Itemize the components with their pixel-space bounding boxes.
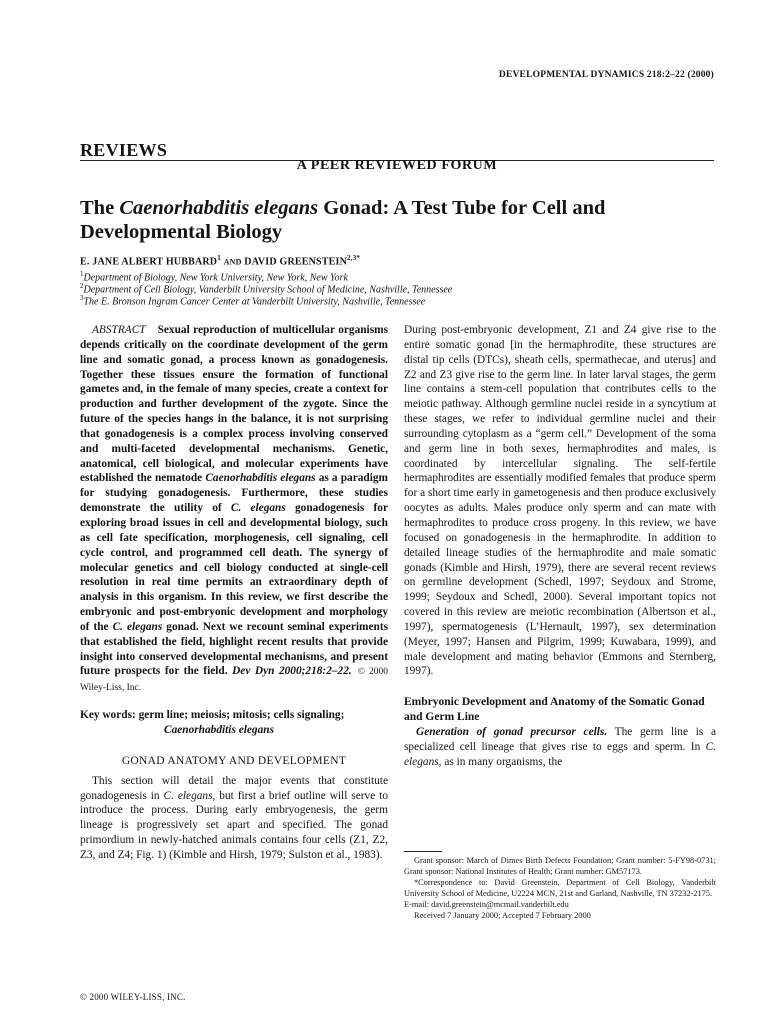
- abstract-text: as a paradigm for studying gonadogenesis. Furthermore, these studies demonstrate the utility of: [80, 472, 388, 515]
- footnote-received: Received 7 January 2000; Accepted 7 February 2000: [414, 910, 591, 920]
- affiliation-marker: 2: [80, 282, 84, 290]
- body-paragraph: During post-embryonic development, Z1 and Z4 give rise to the entire somatic gonad [in the hermaphrodite, these structures are distal tip cells (DTCs), sheath cells, spermathecae, and uterus] and Z2 and Z3 give rise to the germ line. In later larval stages, the germ line contains a stem-cell population that contributes cells to the meiotic pathway. Although germline nuclei reside in a syncytium at these stages, we refer to individual germline nuclei and their surrounding cytoplasm as a “germ cell.” Development of the soma and germ line in both sexes, hermaphrodites and males, is coordinated by intercellular signaling. The self-fertile hermaphrodites are essentially modified females that produce sperm for a short time early in gametogenesis and then produce exclusively oocytes as adults. Males produce only sperm and can mate with hermaphrodites to produce cross progeny. In this review, we have focused on gonadogenesis in the hermaphrodite. In addition to detailed lineage studies of the hermaphrodite and male somatic gonads (Kimble and Hirsh, 1979), there are several recent reviews on germline development (Schedl, 1997; Seydoux and Strome, 1999; Seydoux and Schedl, 2000). Several important topics not covered in this review are meiotic recombination (Albertson et al., 1997), spermatogenesis (L’Hernault, 1997), sex determination (Meyer, 1997; Hansen and Pilgrim, 1999; Kuwabara, 1999), and male development and mating behavior (Emmons and Sternberg, 1997).: [404, 324, 716, 678]
- title-species: Caenorhabditis elegans: [119, 197, 319, 219]
- abstract: [80, 323, 388, 696]
- section-heading: GONAD ANATOMY AND DEVELOPMENT: [121, 754, 347, 767]
- keywords-text: germ line; meiosis; mitosis; cells signaling;: [135, 709, 345, 722]
- body-paragraph: [80, 774, 388, 863]
- body-text: , but first a brief outline will serve to introduce the process. During early embryogenesis, the germ lineage is progressively set apart and specified. The gonad primordium in newly-hatched animals contains four cells (Z1, Z2, Z3, and Z4; Fig. 1) (Kimble and Hirsh, 1979; Sulston et al., 1983).: [80, 789, 388, 861]
- affiliation-text: The E. Bronson Ingram Cancer Center at Vanderbilt University, Nashville, Tennessee: [83, 296, 426, 308]
- abstract-species: C. elegans: [112, 620, 163, 633]
- author-2-marker: 2,3*: [347, 254, 361, 262]
- body-text: This section will detail the major events that constitute gonadogenesis in: [80, 774, 388, 802]
- body-text: , as in many organisms, the: [438, 755, 563, 768]
- affiliation-marker: 1: [80, 270, 84, 278]
- footer-copyright: © 2000 WILEY-LISS, INC.: [80, 992, 186, 1002]
- body-paragraph: [404, 725, 716, 770]
- footnotes: [404, 856, 716, 921]
- forum-label: A PEER REVIEWED FORUM: [296, 158, 498, 173]
- title-rest: Gonad: A Test Tube for Cell and Developmental Biology: [80, 197, 606, 243]
- footnote-rule: [404, 851, 442, 852]
- footnote-correspondence: *Correspondence to: David Greenstein, Department of Cell Biology, Vanderbilt University School of Medicine, U2224 MCN, 21st and Garland, Nashville, TN 37232-2175.: [404, 877, 716, 898]
- run-in-heading: Generation of gonad precursor cells.: [416, 725, 608, 738]
- abstract-citation: Dev Dyn 2000;218:2–22.: [232, 665, 352, 678]
- author-list: [80, 254, 360, 267]
- footnote-grant: Grant sponsor: March of Dimes Birth Defects Foundation; Grant number: 5-FY98-0731; Grant sponsor: National Institutes of Health; Grant number: GM57173.: [404, 856, 716, 876]
- author-2: DAVID GREENSTEIN: [244, 256, 348, 268]
- affiliation-text: Department of Biology, New York University, New York, New York: [83, 272, 348, 284]
- abstract-text: gonad. Next we recount seminal experiments that established the field, highlight recent results that provide insight into conserved developmental mechanisms, and present future prospects for the field.: [80, 620, 389, 678]
- abstract-label: ABSTRACT: [92, 324, 146, 336]
- title-prefix: The: [80, 197, 120, 219]
- abstract-text: gonadogenesis for exploring broad issues in cell and developmental biology, such as cell fate specification, morphogenesis, cell signaling, cell cycle control, and programmed cell death. The synergy of molecular genetics and cell biology conducted at single-cell resolution in real time permits an extraordinary depth of analysis in this organism. In this review, we first describe the embryonic and post-embryonic development and morphology of the: [80, 502, 389, 633]
- article-title: [80, 196, 720, 244]
- abstract-text: Sexual reproduction of multicellular organisms depends critically on the coordinate development of the germ line and somatic gonad, a process known as gonadogenesis. Together these tissues ensure the formation of functional gametes and, in the female of many species, create a context for production and further development of the zygote. Since the future of the species hangs in the balance, it is not surprising that gonadogenesis is a complex process involving conserved and multi-faceted developmental mechanisms. Genetic, anatomical, cell biological, and molecular experiments have established the nematode: [80, 324, 388, 485]
- affiliation-marker: 3: [80, 294, 84, 302]
- author-1-marker: 1: [217, 254, 221, 262]
- body-species: C. elegans: [163, 789, 213, 802]
- left-column: [80, 323, 388, 863]
- keywords: [80, 708, 388, 738]
- body-text: The germ line is a specialized cell lineage that gives rise to eggs and sperm. In: [404, 725, 716, 753]
- author-conjunction: AND: [223, 257, 242, 267]
- abstract-species: C. elegans: [230, 502, 286, 515]
- affiliation-3: [80, 292, 425, 308]
- keywords-species: Caenorhabditis elegans: [164, 723, 274, 736]
- abstract-copyright: © 2000 Wiley-Liss, Inc.: [80, 667, 389, 694]
- body-species: C. elegans: [404, 740, 716, 768]
- footnote-email: E-mail: david.greenstein@mcmail.vanderbilt.edu: [404, 899, 569, 909]
- affiliation-text: Department of Cell Biology, Vanderbilt University School of Medicine, Nashville, Tennessee: [83, 284, 453, 296]
- abstract-species: Caenorhabditis elegans: [205, 472, 316, 485]
- subsection-heading: Embryonic Development and Anatomy of the Somatic Gonad and Germ Line: [404, 696, 705, 724]
- author-1: E. JANE ALBERT HUBBARD: [80, 256, 218, 268]
- keywords-label: Key words:: [80, 709, 136, 722]
- journal-reference: DEVELOPMENTAL DYNAMICS 218:2–22 (2000): [498, 70, 714, 80]
- right-column: [404, 323, 716, 769]
- section-label: REVIEWS: [80, 140, 168, 160]
